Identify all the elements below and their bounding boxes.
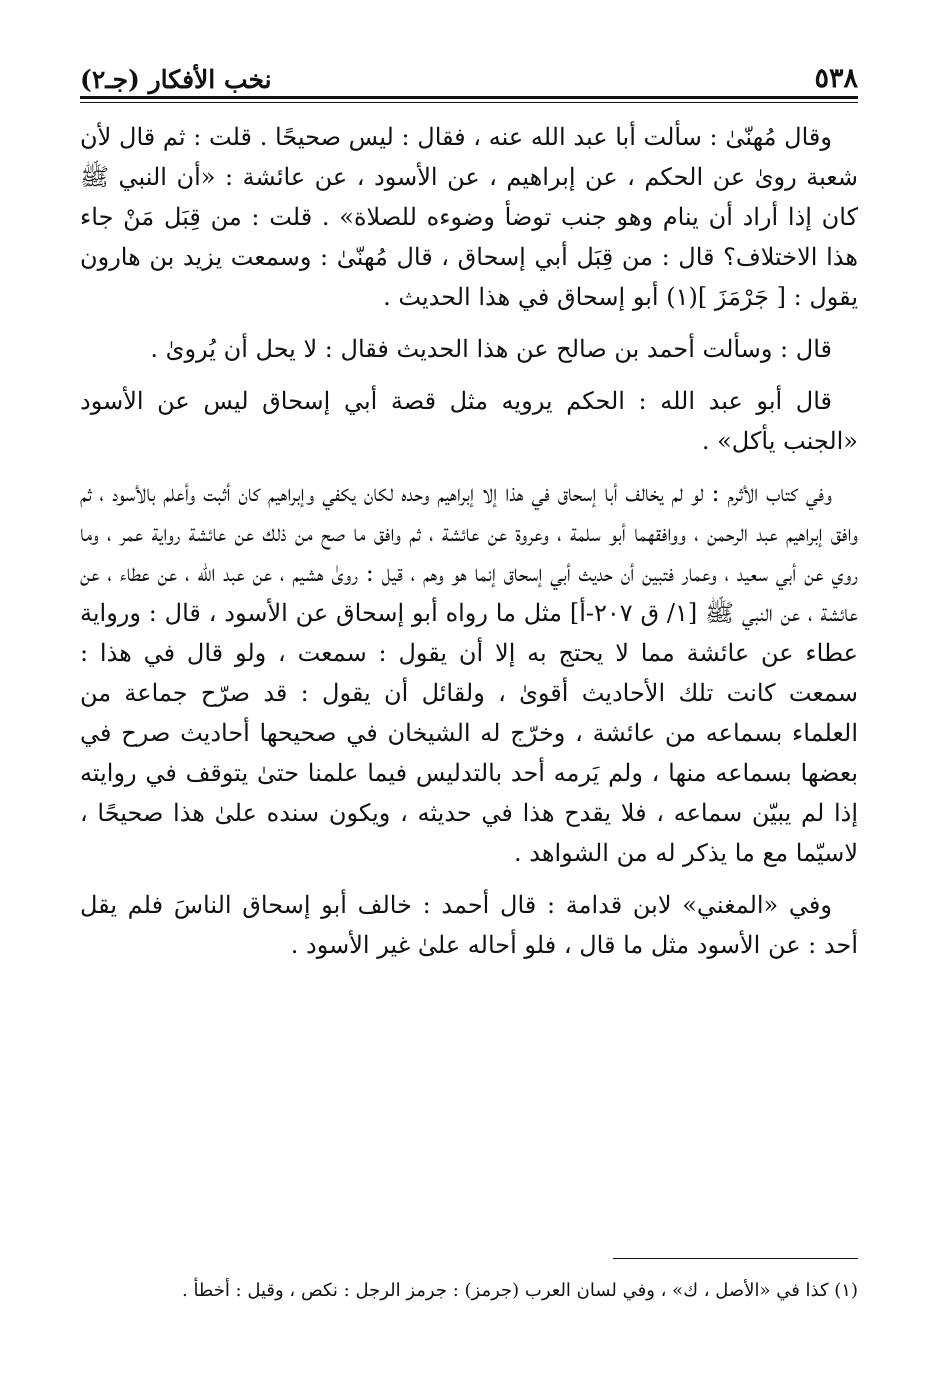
paragraph: وفي كتاب الأثرم : لو لم يخالف أبا إسحاق في هذا إلا إبراهيم وحده لكان يكفي وإبراهيم كان أثبت وأعلم بالأسود ، ثم وافق إبراهيم عبد الرحمن ، ووافقهما أبو سلمة ، وعروة عن عائشة ، ثم وافق ما صح من ذلك عن عائشة رواية عمر ، وما روي عن أبي سعيد ، وعمار فتبين أن حديث أبي إسحاق إنما هو وهم ، قيل : روىٰ هشيم ، عن عبد الله ، عن عطاء ، عن عائشة ، عن النبي ﷺ [١/ ق ٢٠٧-أ] مثل ما رواه أبو إسحاق عن الأسود ، قال : ورواية عطاء عن عائشة مما لا يحتج به إلا أن يقول : سمعت ، ولو قال في هذا : سمعت كانت تلك الأحاديث أقوىٰ ، ولقائل أن يقول : قد صرّح جماعة من العلماء بسماعه من عائشة ، وخرّج له الشيخان في صحيحها أحاديث صرح في بعضها بسماعه منها ، ولم يَرمه أحد بالتدليس فيما علمنا حتىٰ يتوقف في روايته إذا لم يبيّن سماعه ، فلا يقدح هذا في حديثه ، ويكون سنده علىٰ هذا صحيحًا ، لاسيّما مع ما يذكر له من الشواهد . [80, 479, 858, 867]
paragraph: وقال مُهنّىٰ : سألت أبا عبد الله عنه ، فقال : ليس صحيحًا . قلت : ثم قال لأن شعبة روىٰ عن الحكم ، عن إبراهيم ، عن الأسود ، عن عائشة : «أن النبي ﷺ كان إذا أراد أن ينام وهو جنب توضأ وضوءه للصلاة» . قلت : من قِبَل مَنْ جاء هذا الاختلاف؟ قال : من قِبَل أبي إسحاق ، قال مُهنّىٰ : وسمعت يزيد بن هارون يقول : [ جَرْمَزَ ](١) أبو إسحاق في هذا الحديث . [80, 123, 858, 311]
header-rule-thin [80, 102, 858, 103]
page-number: ٥٣٨ [814, 63, 858, 94]
footnote-section [80, 1258, 858, 1305]
main-text [80, 117, 858, 965]
book-page [80, 52, 858, 977]
running-header [80, 52, 858, 94]
book-title: نخب الأفكار (جـ٢) [80, 65, 272, 94]
footnote-rule [613, 1258, 858, 1259]
paragraph: قال : وسألت أحمد بن صالح عن هذا الحديث فقال : لا يحل أن يُروىٰ . [150, 335, 832, 363]
footnote: (١) كذا في «الأصل ، ك» ، وفي لسان العرب (جرمز) : جرمز الرجل : نكص ، وقيل : أخطأ . [182, 1280, 858, 1301]
paragraph: وفي «المغني» لابن قدامة : قال أحمد : خالف أبو إسحاق الناسَ فلم يقل أحد : عن الأسود مثل ما قال ، فلو أحاله علىٰ غير الأسود . [80, 891, 858, 959]
paragraph: قال أبو عبد الله : الحكم يرويه مثل قصة أبي إسحاق ليس عن الأسود «الجنب يأكل» . [80, 387, 858, 455]
header-rule-thick [80, 96, 858, 99]
